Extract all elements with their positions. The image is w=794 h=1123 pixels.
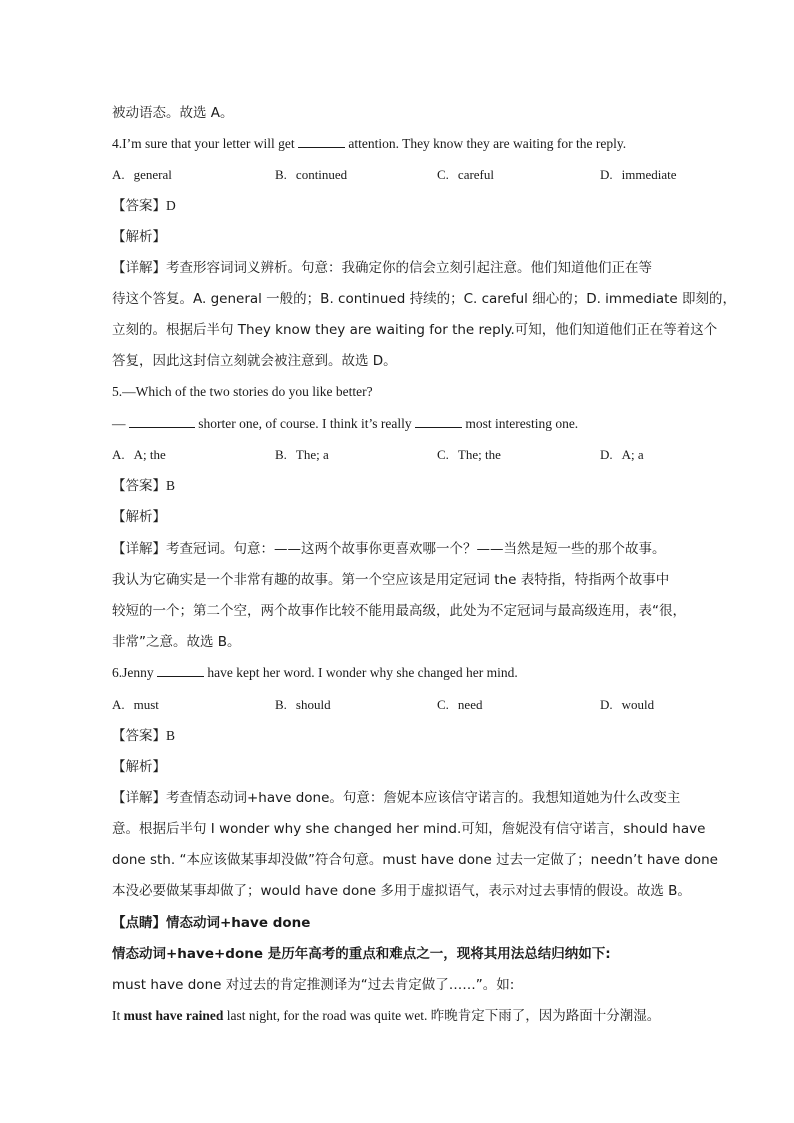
q5-option-d: D. A; a (600, 447, 644, 462)
q4-detail-line-2: 待这个答复。A. general 一般的；B. continued 持续的；C. careful 细心的；D. immediate 即刻的， (112, 291, 737, 307)
answer-label: 【答案】 (112, 728, 166, 744)
q4-option-d: D. immediate (600, 167, 677, 182)
q4-detail-line-4: 答复，因此这封信立刻就会被注意到。故选 D。 (112, 353, 397, 369)
q6-option-d: D. would (600, 697, 655, 712)
q6-detail-line-1: 【详解】考查情态动词+have done。句意：詹妮本应该信守诺言的。我想知道她为什么改变主 (112, 790, 681, 806)
q6-option-a: A. must (112, 697, 159, 712)
q6-usage-line: must have done 对过去的肯定推测译为“过去肯定做了……”。如: (112, 977, 515, 993)
q5-option-c: C. The; the (437, 447, 501, 462)
q5-analysis-label: 【解析】 (112, 509, 166, 525)
q6-option-b: B. should (275, 697, 331, 712)
q5-option-a: A. A; the (112, 447, 166, 462)
q4-analysis-label: 【解析】 (112, 229, 166, 245)
q5-options (112, 445, 687, 465)
q4-stem-end: attention. They know they are waiting for the reply. (344, 136, 627, 151)
answer-value: D (166, 198, 176, 213)
answer-label: 【答案】 (112, 478, 166, 494)
answer-label: 【答案】 (112, 198, 166, 214)
q4-option-b: B. continued (275, 167, 348, 182)
q5-detail-line-1: 【详解】考查冠词。句意：——这两个故事你更喜欢哪一个？——当然是短一些的那个故事。 (112, 541, 666, 557)
q6-detail-line-3: done sth. “本应该做某事却没做”符合句意。must have done 过去一定做了；needn’t have done (112, 852, 718, 868)
q5-blank-2 (415, 415, 462, 428)
q6-tip-heading: 【点睛】情态动词+have done (112, 915, 311, 931)
example-emphasis: must have rained (123, 1008, 224, 1023)
q6-options (112, 695, 687, 715)
q6-tip-summary: 情态动词+have+done 是历年高考的重点和难点之一，现将其用法总结归纳如下: (112, 946, 611, 962)
q5-detail-line-2: 我认为它确实是一个非常有趣的故事。第一个空应该是用定冠词 the 表特指，特指两个故事中 (112, 572, 670, 588)
q6-detail-line-4: 本没必要做某事却做了；would have done 多用于虚拟语气，表示对过去事情的假设。故选 B。 (112, 883, 691, 899)
q5-stem-1: 5.—Which of the two stories do you like better? (112, 384, 373, 399)
q4-detail-line-3: 立刻的。根据后半句 They know they are waiting for the reply.可知，他们知道他们正在等着这个 (112, 322, 718, 338)
q6-blank (157, 664, 204, 677)
q4-option-c: C. careful (437, 167, 495, 182)
q4-blank (298, 135, 345, 148)
q4-options (112, 165, 687, 185)
q4-option-a: A. general (112, 167, 172, 182)
q5-detail-line-4: 非常”之意。故选 B。 (112, 634, 241, 650)
q4-stem-start: 4.I’m sure that your letter will get (112, 136, 298, 151)
answer-value: B (166, 728, 176, 743)
q6-detail-line-2: 意。根据后半句 I wonder why she changed her mind.可知，詹妮没有信守诺言，should have (112, 821, 706, 837)
q5-detail-line-3: 较短的一个；第二个空，两个故事作比较不能用最高级，此处为不定冠词与最高级连用，表“很， (112, 603, 686, 619)
q6-analysis-label: 【解析】 (112, 759, 166, 775)
q4-answer (112, 196, 687, 216)
q5-answer (112, 476, 687, 496)
q6-example-line: It must have rained last night, for the road was quite wet. 昨晚肯定下雨了，因为路面十分潮湿。 (112, 1008, 661, 1023)
q6-option-c: C. need (437, 697, 483, 712)
q4-detail-line-1: 【详解】考查形容词词义辨析。句意：我确定你的信会立刻引起注意。他们知道他们正在等 (112, 260, 652, 276)
q5-option-b: B. The; a (275, 447, 329, 462)
intro-line: 被动语态。故选 A。 (112, 105, 234, 121)
q5-blank-1 (129, 415, 195, 428)
q4-stem (112, 134, 687, 154)
q6-stem: 6.Jenny have kept her word. I wonder why she changed her mind. (112, 665, 518, 680)
q6-answer (112, 726, 687, 746)
q5-stem-2: — shorter one, of course. I think it’s really most interesting one. (112, 416, 579, 431)
answer-value: B (166, 478, 176, 493)
